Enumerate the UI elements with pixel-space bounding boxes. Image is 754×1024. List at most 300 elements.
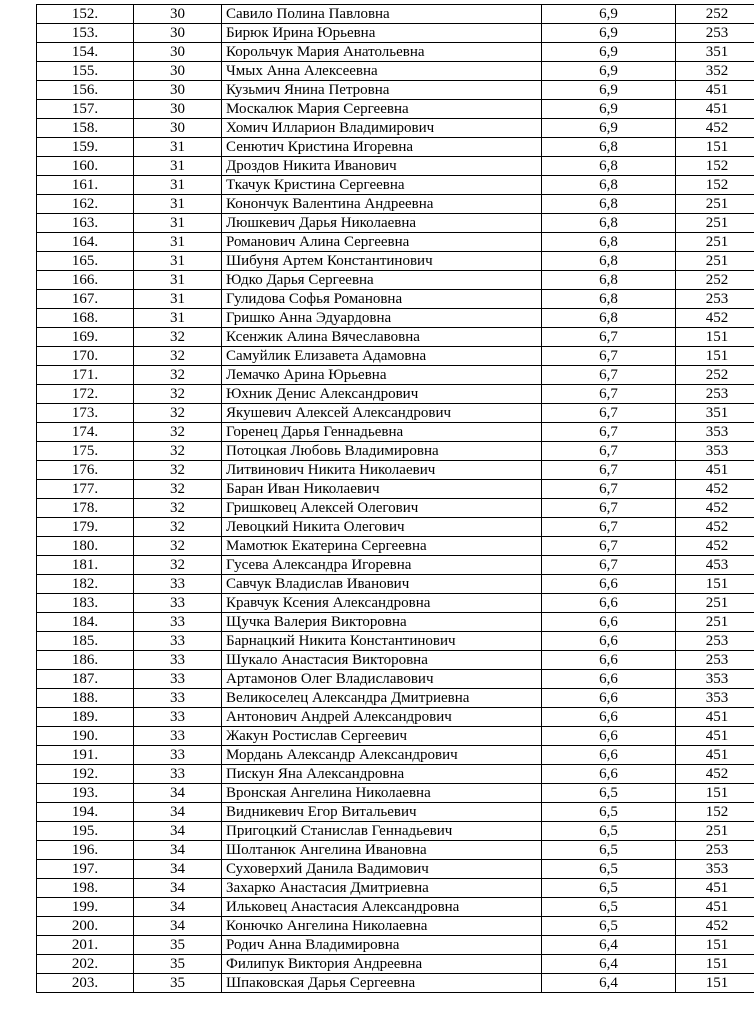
score-cell: 6,5 bbox=[542, 860, 676, 879]
row-number-cell: 176. bbox=[37, 461, 134, 480]
score-cell: 6,8 bbox=[542, 252, 676, 271]
row-number-cell: 157. bbox=[37, 100, 134, 119]
row-number-cell: 197. bbox=[37, 860, 134, 879]
rank-place-cell: 31 bbox=[134, 138, 222, 157]
table-row bbox=[37, 271, 754, 290]
row-number-cell: 198. bbox=[37, 879, 134, 898]
table-row bbox=[37, 860, 754, 879]
rank-place-cell: 31 bbox=[134, 309, 222, 328]
student-name-cell: Шукало Анастасия Викторовна bbox=[222, 651, 542, 670]
table-row bbox=[37, 936, 754, 955]
rank-place-cell: 34 bbox=[134, 898, 222, 917]
rank-place-cell: 31 bbox=[134, 176, 222, 195]
score-cell: 6,5 bbox=[542, 841, 676, 860]
rank-place-cell: 33 bbox=[134, 746, 222, 765]
student-name-cell: Потоцкая Любовь Владимировна bbox=[222, 442, 542, 461]
row-number-cell: 178. bbox=[37, 499, 134, 518]
rank-place-cell: 31 bbox=[134, 252, 222, 271]
group-number-cell: 151 bbox=[676, 974, 754, 993]
table-row bbox=[37, 613, 754, 632]
table-row bbox=[37, 100, 754, 119]
student-name-cell: Шпаковская Дарья Сергеевна bbox=[222, 974, 542, 993]
rank-place-cell: 33 bbox=[134, 575, 222, 594]
rank-place-cell: 35 bbox=[134, 955, 222, 974]
group-number-cell: 353 bbox=[676, 442, 754, 461]
row-number-cell: 187. bbox=[37, 670, 134, 689]
table-row bbox=[37, 746, 754, 765]
row-number-cell: 175. bbox=[37, 442, 134, 461]
rank-place-cell: 31 bbox=[134, 290, 222, 309]
student-name-cell: Люшкевич Дарья Николаевна bbox=[222, 214, 542, 233]
row-number-cell: 184. bbox=[37, 613, 134, 632]
student-name-cell: Жакун Ростислав Сергеевич bbox=[222, 727, 542, 746]
student-name-cell: Филипук Виктория Андреевна bbox=[222, 955, 542, 974]
row-number-cell: 171. bbox=[37, 366, 134, 385]
rank-place-cell: 32 bbox=[134, 404, 222, 423]
score-cell: 6,7 bbox=[542, 385, 676, 404]
group-number-cell: 452 bbox=[676, 518, 754, 537]
rank-place-cell: 30 bbox=[134, 43, 222, 62]
group-number-cell: 452 bbox=[676, 765, 754, 784]
score-cell: 6,7 bbox=[542, 442, 676, 461]
table-row bbox=[37, 955, 754, 974]
student-name-cell: Ткачук Кристина Сергеевна bbox=[222, 176, 542, 195]
student-name-cell: Видникевич Егор Витальевич bbox=[222, 803, 542, 822]
row-number-cell: 196. bbox=[37, 841, 134, 860]
rank-place-cell: 32 bbox=[134, 480, 222, 499]
rank-place-cell: 33 bbox=[134, 670, 222, 689]
group-number-cell: 451 bbox=[676, 81, 754, 100]
rank-place-cell: 34 bbox=[134, 784, 222, 803]
rank-place-cell: 33 bbox=[134, 689, 222, 708]
rank-place-cell: 32 bbox=[134, 518, 222, 537]
group-number-cell: 352 bbox=[676, 62, 754, 81]
table-row bbox=[37, 765, 754, 784]
rank-place-cell: 35 bbox=[134, 974, 222, 993]
score-cell: 6,8 bbox=[542, 138, 676, 157]
table-row bbox=[37, 214, 754, 233]
student-name-cell: Савило Полина Павловна bbox=[222, 5, 542, 24]
group-number-cell: 253 bbox=[676, 651, 754, 670]
student-name-cell: Артамонов Олег Владиславович bbox=[222, 670, 542, 689]
row-number-cell: 162. bbox=[37, 195, 134, 214]
rank-place-cell: 34 bbox=[134, 879, 222, 898]
student-name-cell: Ксенжик Алина Вячеславовна bbox=[222, 328, 542, 347]
row-number-cell: 173. bbox=[37, 404, 134, 423]
score-cell: 6,7 bbox=[542, 480, 676, 499]
rank-place-cell: 32 bbox=[134, 423, 222, 442]
table-row bbox=[37, 822, 754, 841]
table-row bbox=[37, 518, 754, 537]
group-number-cell: 452 bbox=[676, 480, 754, 499]
student-name-cell: Пригоцкий Станислав Геннадьевич bbox=[222, 822, 542, 841]
table-row bbox=[37, 290, 754, 309]
rank-place-cell: 33 bbox=[134, 613, 222, 632]
rank-place-cell: 32 bbox=[134, 461, 222, 480]
student-name-cell: Корольчук Мария Анатольевна bbox=[222, 43, 542, 62]
student-name-cell: Романович Алина Сергеевна bbox=[222, 233, 542, 252]
score-cell: 6,5 bbox=[542, 822, 676, 841]
table-row bbox=[37, 5, 754, 24]
table-row bbox=[37, 347, 754, 366]
rank-place-cell: 30 bbox=[134, 81, 222, 100]
table-row bbox=[37, 176, 754, 195]
table-row bbox=[37, 442, 754, 461]
rank-place-cell: 32 bbox=[134, 385, 222, 404]
rank-place-cell: 31 bbox=[134, 271, 222, 290]
rank-place-cell: 32 bbox=[134, 537, 222, 556]
table-row bbox=[37, 689, 754, 708]
table-row bbox=[37, 62, 754, 81]
row-number-cell: 166. bbox=[37, 271, 134, 290]
table-row bbox=[37, 499, 754, 518]
score-cell: 6,7 bbox=[542, 556, 676, 575]
table-row bbox=[37, 727, 754, 746]
group-number-cell: 251 bbox=[676, 594, 754, 613]
group-number-cell: 452 bbox=[676, 537, 754, 556]
rank-place-cell: 33 bbox=[134, 651, 222, 670]
row-number-cell: 154. bbox=[37, 43, 134, 62]
student-name-cell: Шолтанюк Ангелина Ивановна bbox=[222, 841, 542, 860]
group-number-cell: 252 bbox=[676, 366, 754, 385]
table-row bbox=[37, 366, 754, 385]
student-name-cell: Конючко Ангелина Николаевна bbox=[222, 917, 542, 936]
score-cell: 6,6 bbox=[542, 632, 676, 651]
row-number-cell: 155. bbox=[37, 62, 134, 81]
student-name-cell: Пискун Яна Александровна bbox=[222, 765, 542, 784]
rank-place-cell: 35 bbox=[134, 936, 222, 955]
student-name-cell: Ильковец Анастасия Александровна bbox=[222, 898, 542, 917]
score-cell: 6,6 bbox=[542, 613, 676, 632]
group-number-cell: 353 bbox=[676, 670, 754, 689]
student-name-cell: Юхник Денис Александрович bbox=[222, 385, 542, 404]
row-number-cell: 200. bbox=[37, 917, 134, 936]
score-cell: 6,6 bbox=[542, 746, 676, 765]
rank-place-cell: 34 bbox=[134, 860, 222, 879]
group-number-cell: 453 bbox=[676, 556, 754, 575]
score-cell: 6,5 bbox=[542, 898, 676, 917]
score-cell: 6,7 bbox=[542, 366, 676, 385]
table-row bbox=[37, 651, 754, 670]
row-number-cell: 167. bbox=[37, 290, 134, 309]
row-number-cell: 152. bbox=[37, 5, 134, 24]
student-name-cell: Гусева Александра Игоревна bbox=[222, 556, 542, 575]
group-number-cell: 152 bbox=[676, 803, 754, 822]
group-number-cell: 452 bbox=[676, 499, 754, 518]
rank-place-cell: 31 bbox=[134, 195, 222, 214]
student-name-cell: Юдко Дарья Сергеевна bbox=[222, 271, 542, 290]
row-number-cell: 158. bbox=[37, 119, 134, 138]
group-number-cell: 353 bbox=[676, 423, 754, 442]
rank-place-cell: 31 bbox=[134, 214, 222, 233]
score-cell: 6,6 bbox=[542, 670, 676, 689]
table-row bbox=[37, 157, 754, 176]
group-number-cell: 252 bbox=[676, 5, 754, 24]
group-number-cell: 253 bbox=[676, 632, 754, 651]
student-name-cell: Хомич Илларион Владимирович bbox=[222, 119, 542, 138]
group-number-cell: 451 bbox=[676, 898, 754, 917]
group-number-cell: 253 bbox=[676, 290, 754, 309]
rank-place-cell: 34 bbox=[134, 917, 222, 936]
student-name-cell: Конончук Валентина Андреевна bbox=[222, 195, 542, 214]
group-number-cell: 151 bbox=[676, 138, 754, 157]
score-cell: 6,9 bbox=[542, 81, 676, 100]
score-cell: 6,6 bbox=[542, 765, 676, 784]
row-number-cell: 169. bbox=[37, 328, 134, 347]
group-number-cell: 452 bbox=[676, 309, 754, 328]
score-cell: 6,7 bbox=[542, 518, 676, 537]
group-number-cell: 353 bbox=[676, 860, 754, 879]
table-row bbox=[37, 43, 754, 62]
group-number-cell: 151 bbox=[676, 936, 754, 955]
score-cell: 6,7 bbox=[542, 461, 676, 480]
rank-place-cell: 32 bbox=[134, 556, 222, 575]
row-number-cell: 156. bbox=[37, 81, 134, 100]
score-cell: 6,8 bbox=[542, 309, 676, 328]
group-number-cell: 253 bbox=[676, 841, 754, 860]
row-number-cell: 181. bbox=[37, 556, 134, 575]
student-name-cell: Кравчук Ксения Александровна bbox=[222, 594, 542, 613]
table-row bbox=[37, 594, 754, 613]
rank-place-cell: 31 bbox=[134, 233, 222, 252]
score-cell: 6,9 bbox=[542, 119, 676, 138]
table-row bbox=[37, 461, 754, 480]
student-name-cell: Кузьмич Янина Петровна bbox=[222, 81, 542, 100]
row-number-cell: 168. bbox=[37, 309, 134, 328]
rank-place-cell: 32 bbox=[134, 328, 222, 347]
student-name-cell: Москалюк Мария Сергеевна bbox=[222, 100, 542, 119]
table-row bbox=[37, 575, 754, 594]
row-number-cell: 202. bbox=[37, 955, 134, 974]
student-name-cell: Великоселец Александра Дмитриевна bbox=[222, 689, 542, 708]
table-row bbox=[37, 309, 754, 328]
group-number-cell: 253 bbox=[676, 385, 754, 404]
table-row bbox=[37, 81, 754, 100]
score-cell: 6,6 bbox=[542, 708, 676, 727]
row-number-cell: 192. bbox=[37, 765, 134, 784]
score-cell: 6,8 bbox=[542, 271, 676, 290]
table-row bbox=[37, 974, 754, 993]
table-row bbox=[37, 138, 754, 157]
group-number-cell: 151 bbox=[676, 575, 754, 594]
group-number-cell: 252 bbox=[676, 271, 754, 290]
score-cell: 6,5 bbox=[542, 917, 676, 936]
student-name-cell: Захарко Анастасия Дмитриевна bbox=[222, 879, 542, 898]
table-row bbox=[37, 423, 754, 442]
table-row bbox=[37, 328, 754, 347]
rank-place-cell: 30 bbox=[134, 119, 222, 138]
student-name-cell: Гришковец Алексей Олегович bbox=[222, 499, 542, 518]
row-number-cell: 203. bbox=[37, 974, 134, 993]
row-number-cell: 174. bbox=[37, 423, 134, 442]
score-cell: 6,7 bbox=[542, 423, 676, 442]
row-number-cell: 182. bbox=[37, 575, 134, 594]
group-number-cell: 151 bbox=[676, 955, 754, 974]
table-row bbox=[37, 233, 754, 252]
table-row bbox=[37, 784, 754, 803]
group-number-cell: 253 bbox=[676, 24, 754, 43]
group-number-cell: 451 bbox=[676, 727, 754, 746]
row-number-cell: 170. bbox=[37, 347, 134, 366]
table-row bbox=[37, 879, 754, 898]
score-cell: 6,8 bbox=[542, 176, 676, 195]
group-number-cell: 152 bbox=[676, 176, 754, 195]
student-name-cell: Барнацкий Никита Константинович bbox=[222, 632, 542, 651]
rank-place-cell: 34 bbox=[134, 803, 222, 822]
student-name-cell: Шибуня Артем Константинович bbox=[222, 252, 542, 271]
rank-place-cell: 33 bbox=[134, 632, 222, 651]
student-name-cell: Мамотюк Екатерина Сергеевна bbox=[222, 537, 542, 556]
row-number-cell: 164. bbox=[37, 233, 134, 252]
student-name-cell: Мордань Александр Александрович bbox=[222, 746, 542, 765]
score-cell: 6,8 bbox=[542, 157, 676, 176]
rank-place-cell: 33 bbox=[134, 765, 222, 784]
score-cell: 6,9 bbox=[542, 62, 676, 81]
table-row bbox=[37, 708, 754, 727]
row-number-cell: 193. bbox=[37, 784, 134, 803]
group-number-cell: 251 bbox=[676, 613, 754, 632]
row-number-cell: 163. bbox=[37, 214, 134, 233]
group-number-cell: 351 bbox=[676, 404, 754, 423]
group-number-cell: 451 bbox=[676, 708, 754, 727]
group-number-cell: 151 bbox=[676, 347, 754, 366]
row-number-cell: 160. bbox=[37, 157, 134, 176]
score-cell: 6,5 bbox=[542, 803, 676, 822]
score-cell: 6,6 bbox=[542, 689, 676, 708]
rank-place-cell: 33 bbox=[134, 727, 222, 746]
score-cell: 6,8 bbox=[542, 233, 676, 252]
table-row bbox=[37, 898, 754, 917]
rank-place-cell: 33 bbox=[134, 708, 222, 727]
table-row bbox=[37, 24, 754, 43]
rank-place-cell: 32 bbox=[134, 499, 222, 518]
table-row bbox=[37, 803, 754, 822]
student-name-cell: Суховерхий Данила Вадимович bbox=[222, 860, 542, 879]
row-number-cell: 194. bbox=[37, 803, 134, 822]
row-number-cell: 161. bbox=[37, 176, 134, 195]
group-number-cell: 251 bbox=[676, 214, 754, 233]
student-name-cell: Савчук Владислав Иванович bbox=[222, 575, 542, 594]
table-row bbox=[37, 917, 754, 936]
row-number-cell: 185. bbox=[37, 632, 134, 651]
group-number-cell: 451 bbox=[676, 461, 754, 480]
group-number-cell: 151 bbox=[676, 784, 754, 803]
group-number-cell: 251 bbox=[676, 252, 754, 271]
student-name-cell: Бирюк Ирина Юрьевна bbox=[222, 24, 542, 43]
rank-place-cell: 32 bbox=[134, 366, 222, 385]
group-number-cell: 251 bbox=[676, 233, 754, 252]
row-number-cell: 201. bbox=[37, 936, 134, 955]
score-cell: 6,6 bbox=[542, 651, 676, 670]
row-number-cell: 195. bbox=[37, 822, 134, 841]
rank-place-cell: 30 bbox=[134, 100, 222, 119]
student-name-cell: Антонович Андрей Александрович bbox=[222, 708, 542, 727]
group-number-cell: 151 bbox=[676, 328, 754, 347]
score-cell: 6,7 bbox=[542, 404, 676, 423]
student-name-cell: Самуйлик Елизавета Адамовна bbox=[222, 347, 542, 366]
student-name-cell: Сенютич Кристина Игоревна bbox=[222, 138, 542, 157]
student-name-cell: Баран Иван Николаевич bbox=[222, 480, 542, 499]
row-number-cell: 177. bbox=[37, 480, 134, 499]
row-number-cell: 191. bbox=[37, 746, 134, 765]
table-row bbox=[37, 841, 754, 860]
group-number-cell: 152 bbox=[676, 157, 754, 176]
group-number-cell: 452 bbox=[676, 917, 754, 936]
table-row bbox=[37, 195, 754, 214]
score-cell: 6,7 bbox=[542, 347, 676, 366]
student-name-cell: Родич Анна Владимировна bbox=[222, 936, 542, 955]
student-name-cell: Гулидова Софья Романовна bbox=[222, 290, 542, 309]
student-name-cell: Литвинович Никита Николаевич bbox=[222, 461, 542, 480]
student-name-cell: Горенец Дарья Геннадьевна bbox=[222, 423, 542, 442]
rank-place-cell: 31 bbox=[134, 157, 222, 176]
table-row bbox=[37, 385, 754, 404]
table-row bbox=[37, 670, 754, 689]
table-row bbox=[37, 556, 754, 575]
rank-place-cell: 34 bbox=[134, 841, 222, 860]
score-cell: 6,5 bbox=[542, 879, 676, 898]
rank-place-cell: 32 bbox=[134, 442, 222, 461]
table-row bbox=[37, 119, 754, 138]
score-cell: 6,5 bbox=[542, 784, 676, 803]
group-number-cell: 451 bbox=[676, 879, 754, 898]
rank-place-cell: 30 bbox=[134, 62, 222, 81]
row-number-cell: 159. bbox=[37, 138, 134, 157]
score-cell: 6,9 bbox=[542, 24, 676, 43]
group-number-cell: 251 bbox=[676, 195, 754, 214]
rank-place-cell: 34 bbox=[134, 822, 222, 841]
group-number-cell: 251 bbox=[676, 822, 754, 841]
score-cell: 6,8 bbox=[542, 195, 676, 214]
row-number-cell: 172. bbox=[37, 385, 134, 404]
score-cell: 6,6 bbox=[542, 575, 676, 594]
table-body bbox=[37, 5, 754, 993]
rank-place-cell: 32 bbox=[134, 347, 222, 366]
score-cell: 6,8 bbox=[542, 214, 676, 233]
row-number-cell: 183. bbox=[37, 594, 134, 613]
student-name-cell: Левоцкий Никита Олегович bbox=[222, 518, 542, 537]
score-cell: 6,8 bbox=[542, 290, 676, 309]
score-cell: 6,4 bbox=[542, 955, 676, 974]
student-name-cell: Лемачко Арина Юрьевна bbox=[222, 366, 542, 385]
score-cell: 6,4 bbox=[542, 974, 676, 993]
group-number-cell: 351 bbox=[676, 43, 754, 62]
score-cell: 6,7 bbox=[542, 499, 676, 518]
row-number-cell: 180. bbox=[37, 537, 134, 556]
rank-place-cell: 30 bbox=[134, 5, 222, 24]
score-cell: 6,7 bbox=[542, 537, 676, 556]
score-cell: 6,9 bbox=[542, 100, 676, 119]
student-name-cell: Гришко Анна Эдуардовна bbox=[222, 309, 542, 328]
row-number-cell: 179. bbox=[37, 518, 134, 537]
student-name-cell: Вронская Ангелина Николаевна bbox=[222, 784, 542, 803]
score-cell: 6,9 bbox=[542, 43, 676, 62]
rank-place-cell: 33 bbox=[134, 594, 222, 613]
student-name-cell: Дроздов Никита Иванович bbox=[222, 157, 542, 176]
table-row bbox=[37, 537, 754, 556]
score-cell: 6,9 bbox=[542, 5, 676, 24]
row-number-cell: 189. bbox=[37, 708, 134, 727]
table-row bbox=[37, 632, 754, 651]
rank-place-cell: 30 bbox=[134, 24, 222, 43]
group-number-cell: 451 bbox=[676, 746, 754, 765]
row-number-cell: 186. bbox=[37, 651, 134, 670]
student-name-cell: Якушевич Алексей Александрович bbox=[222, 404, 542, 423]
row-number-cell: 153. bbox=[37, 24, 134, 43]
group-number-cell: 353 bbox=[676, 689, 754, 708]
table-row bbox=[37, 404, 754, 423]
student-ranking-table bbox=[36, 4, 754, 993]
